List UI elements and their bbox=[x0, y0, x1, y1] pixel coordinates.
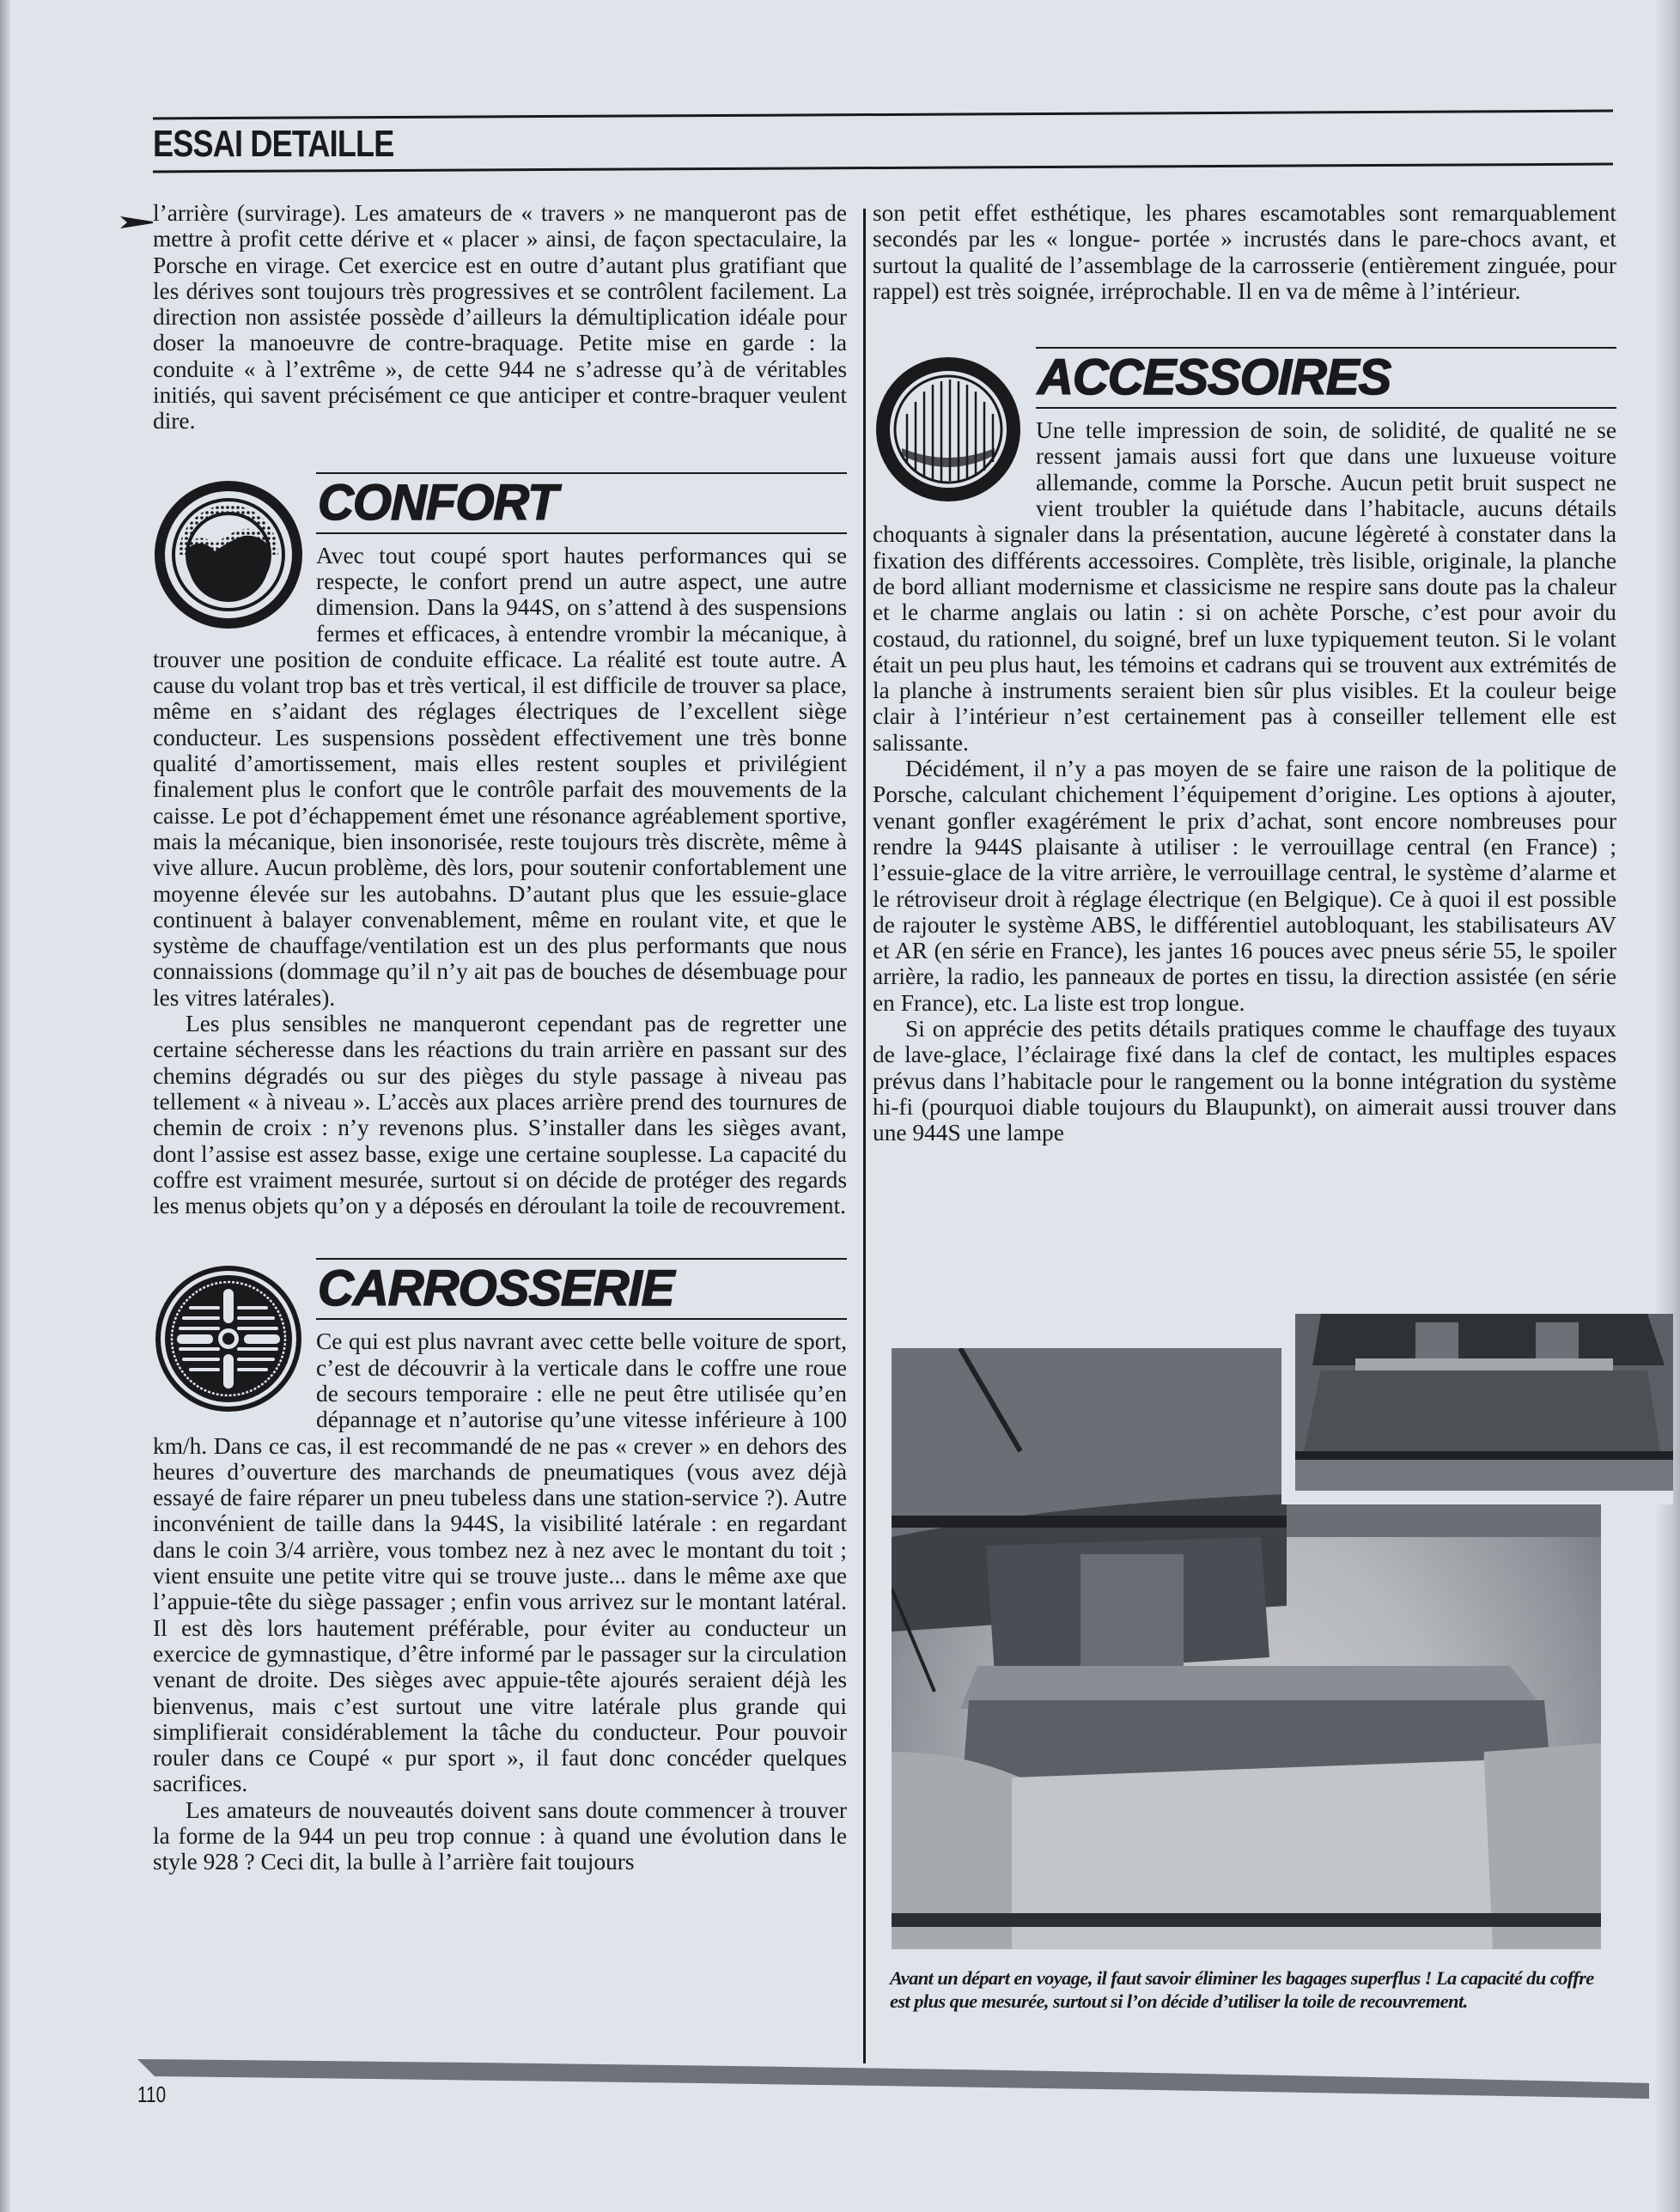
photo-caption: Avant un départ en voyage, il faut savoir éliminer les bagages superflus ! La capacité du coffre est plus que mesurée, surtout si l’on décide d’utiliser la toile de recouvrement. bbox=[890, 1967, 1594, 2012]
heading-rule-top bbox=[1036, 347, 1616, 349]
wheel-body-icon bbox=[153, 1263, 304, 1414]
column-divider bbox=[863, 209, 866, 2063]
heading-rule-bottom bbox=[1036, 407, 1616, 409]
heading-rule-bottom bbox=[316, 1318, 847, 1320]
seat-comfort-icon bbox=[153, 479, 304, 630]
heading-rule-bottom bbox=[316, 532, 847, 534]
photo-group bbox=[892, 1314, 1647, 1941]
trunk-inset-illustration bbox=[1295, 1314, 1673, 1491]
section-heading bbox=[316, 472, 847, 543]
right-column bbox=[873, 200, 1616, 1146]
section-heading bbox=[1036, 347, 1616, 417]
section-title: CONFORT bbox=[318, 474, 557, 531]
paragraph: Les amateurs de nouveautés doivent sans doute commencer à trouver la forme de la 944 un peu trop connue : à quand une évolution dans le style 928 ? Ceci dit, la bulle à l’arrière fait toujours bbox=[153, 1796, 847, 1875]
header-rule-top bbox=[153, 110, 1613, 120]
section-title: ACCESSOIRES bbox=[1038, 349, 1391, 406]
paragraph: Une telle impression de soin, de solidité, de qualité ne se ressent jamais aussi fort que dans une luxueuse voiture allemande, comme la Porsche. Aucun petit bruit suspect ne vient troubler la quiétude dans l’habitacle, aucuns détails choquants à signaler dans la présentation, aucune légèreté à constater dans la fixation des différents accessoires. Complète, très lisible, originale, la planche de bord alliant modernisme et classicisme ne respire sans doute pas la chaleur et le charme anglais ou latin : si on achète Porsche, c’est pour avoir du costaud, du rationnel, du soigné, bref un luxe typiquement teuton. Si le volant était un peu plus haut, les témoins et cadrans qui se trouvent aux extrémités de la planche à instruments seraient bien sûr plus visibles. Et la couleur beige clair à l’intérieur n’est certainement pas à conseiller tellement elle est salissante. bbox=[873, 417, 1616, 756]
page-binding-edge bbox=[0, 0, 10, 2212]
section-accessoires bbox=[873, 347, 1616, 1146]
section-title: CARROSSERIE bbox=[318, 1261, 674, 1317]
paragraph: Les plus sensibles ne manqueront cependant pas de regretter une certaine sécheresse dans les réactions du train arrière en passant sur des chemins dégradés ou sur des pièges du style passage à niveau pas tellement « à niveau ». L’accès aux places arrière prend des tournures de chemin de croix : n’y revenons plus. S’installer dans les sièges avant, dont l’assise est assez basse, exige une certaine souplesse. La capacité du coffre est vraiment mesurée, surtout si on décide de protéger des regards les menus objets qu’on y a déposés en déroulant la toile de recouvrement. bbox=[153, 1011, 847, 1219]
intro-paragraph: son petit effet esthétique, les phares escamotables sont remarquablement secondés par les « longue- portée » incrustés dans le pare-chocs avant, et surtout la qualité de l’assemblage de la carrosserie (entièrement zinguée, pour rappel) est très soignée, irréprochable. Il en va de même à l’intérieur. bbox=[873, 200, 1616, 304]
section-carrosserie bbox=[153, 1258, 847, 1875]
section-heading bbox=[316, 1258, 847, 1328]
section-body bbox=[873, 417, 1616, 1146]
section-body bbox=[153, 543, 847, 1219]
intro-paragraph: l’arrière (survirage). Les amateurs de « travers » ne manqueront pas de mettre à profit cette dérive et « placer » ainsi, de façon spectaculaire, la Porsche en virage. Cet exercice est en outre d’autant plus gratifiant que les dérives sont toujours très progressives et se contrôlent facilement. La direction non assistée possède d’ailleurs la démultiplication idéale pour doser la manoeuvre de contre-braquage. Petite mise en garde : la conduite « à l’extrême », de cette 944 ne s’adresse qu’à de véritables initiés, qui savent précisément ce que anticiper et contre-braquer veulent dire. bbox=[153, 200, 847, 434]
headlight-accessories-icon bbox=[873, 354, 1024, 505]
paragraph: Si on apprécie des petits détails pratiques comme le chauffage des tuyaux de lave-glace, l’éclairage fixé dans la clef de contact, les multiples espaces prévus dans l’habitacle pour le rangement ou la bonne intégration du système hi-fi (pourquoi diable toujours du Blaupunkt), on aimerait aussi trouver dans une 944S une lampe bbox=[873, 1016, 1616, 1146]
paragraph: Avec tout coupé sport hautes performances qui se respecte, le confort prend un autre aspect, une autre dimension. Dans la 944S, on s’attend à des suspensions fermes et efficaces, à entendre vrombir la mécanique, à trouver une position de conduite efficace. La réalité est toute autre. A cause du volant trop bas et très vertical, il est difficile de trouver sa place, même en s’aidant des réglages électriques de l’excellent siège conducteur. Les suspensions possèdent effectivement une très bonne qualité d’amortissement, mais elles restent souples et privilégient finalement plus le confort que le contrôle parfait des mouvements de la caisse. Le pot d’échappement émet une résonance agréablement sportive, mais la mécanique, bien insonorisée, reste toujours très discrète, même à vive allure. Aucun problème, dès lors, pour soutenir confortablement une moyenne élevée sur les autobahns. D’autant plus que les essuie-glace continuent à balayer convenablement, même en roulant vite, et que le système de chauffage/ventilation est un des plus performants que nous connaissions (dommage qu’il n’y ait pas de bouches de désembuage pour les vitres latérales). bbox=[153, 542, 847, 1011]
section-label: ESSAI DETAILLE bbox=[153, 123, 394, 165]
paragraph: Ce qui est plus navrant avec cette belle voiture de sport, c’est de découvrir à la verticale dans le coffre une roue de secours temporaire : elle ne peut être utilisée qu’en dépannage et n’autorise qu’une vitesse inférieure à 100 km/h. Dans ce cas, il est recommandé de ne pas « crever » en dehors des heures d’ouverture des marchands de pneumatiques (vous avez déjà essayé de faire réparer un pneu tubeless dans une station-service ?). Autre inconvénient de taille dans la 944S, la visibilité latérale : en regardant dans le coin 3/4 arrière, vous tombez nez à nez avec le montant du toit ; vient ensuite une petite vitre qui se trouve juste... dans le même axe que l’appuie-tête du siège passager ; enfin vous arrivez sur le montant latéral. Il est dès lors hautement préférable, pour éviter au conducteur un exercice de gymnastique, d’être informé par le passager sur la circulation venant de droite. Des sièges avec appuie-tête ajourés seraient déjà les bienvenus, mais c’est surtout une vitre latérale plus grande qui simplifierait considérablement la tâche du conducteur. Pour pouvoir rouler dans ce Coupé « pur sport », il faut donc concéder quelques sacrifices. bbox=[153, 1328, 847, 1797]
heading-rule-top bbox=[316, 1258, 847, 1260]
page-number: 110 bbox=[137, 2081, 167, 2107]
paragraph: Décidément, il n’y a pas moyen de se faire une raison de la politique de Porsche, calculant chichement l’équipement d’origine. Les options à ajouter, venant gonfler exagérément le prix d’achat, sont encore nombreuses pour rendre la 944S plaisante à utiliser : le verrouillage central (en France) ; l’essuie-glace de la vitre arrière, le verrouillage central, le système d’alarme et le rétroviseur droit à réglage électrique (en Belgique). Ce à quoi il est possible de rajouter le système ABS, le différentiel autobloquant, les stabilisateurs AV et AR (en série en France), les jantes 16 pouces avec pneus série 55, le spoiler arrière, la radio, les panneaux de portes en tissu, la direction assistée (en série en France), etc. La liste est trop longue. bbox=[873, 756, 1616, 1016]
section-confort bbox=[153, 472, 847, 1219]
footer-band bbox=[137, 2059, 1649, 2099]
heading-rule-top bbox=[316, 472, 847, 474]
continuation-arrow-icon bbox=[120, 216, 153, 228]
page-right-edge bbox=[1654, 0, 1680, 2212]
trunk-photo-inset bbox=[1281, 1314, 1673, 1504]
left-column bbox=[153, 200, 847, 1875]
